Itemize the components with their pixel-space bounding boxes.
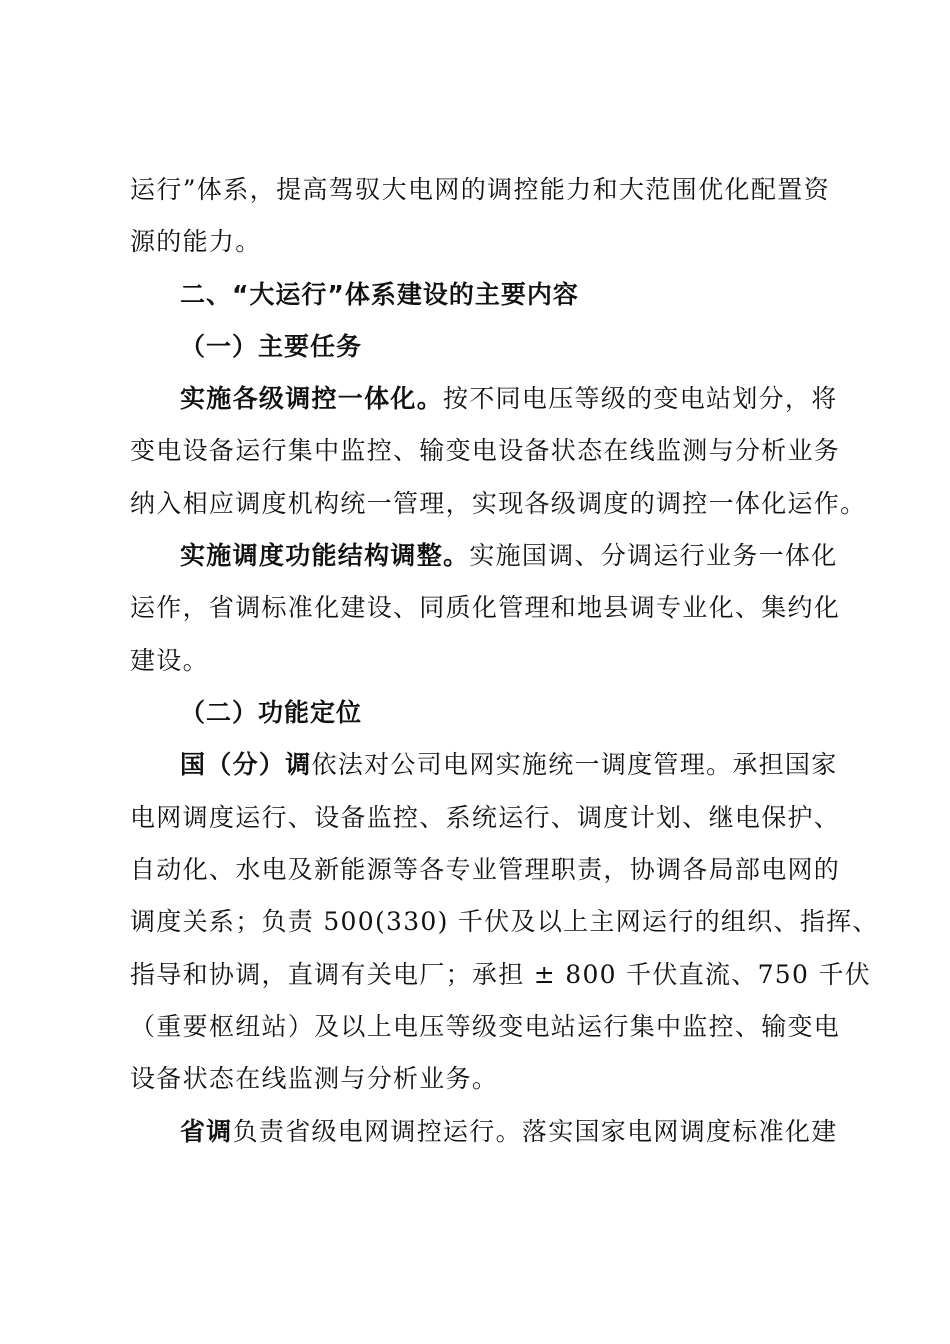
paragraph-text: 按不同电压等级的变电站划分，将 — [443, 384, 838, 413]
paragraph-line: 纳入相应调度机构统一管理，实现各级调度的调控一体化运作。 — [130, 489, 867, 518]
subsection-heading: （一）主要任务 — [180, 332, 363, 361]
paragraph-line — [180, 383, 838, 415]
bold-lead: 国（分）调 — [180, 750, 312, 779]
paragraph-line: 运行”体系，提高驾驭大电网的调控能力和大范围优化配置资 — [130, 175, 830, 204]
bold-lead: 实施各级调控一体化。 — [180, 384, 444, 413]
paragraph-line: 运作，省调标准化建设、同质化管理和地县调专业化、集约化 — [130, 593, 841, 622]
paragraph-line: （重要枢纽站）及以上电压等级变电站运行集中监控、输变电 — [130, 1012, 841, 1041]
paragraph-text: 依法对公司电网实施统一调度管理。承担国家 — [311, 750, 838, 779]
paragraph-line: 调度关系；负责 500(330) 千伏及以上主网运行的组织、指挥、 — [130, 907, 879, 936]
paragraph-text: 负责省级电网调控运行。落实国家电网调度标准化建 — [232, 1117, 838, 1146]
paragraph-line: 设备状态在线监测与分析业务。 — [130, 1064, 499, 1093]
bold-lead: 实施调度功能结构调整。 — [180, 541, 470, 570]
paragraph-line — [180, 749, 838, 781]
section-heading: 二、“大运行”体系建设的主要内容 — [180, 280, 579, 309]
paragraph-line: 源的能力。 — [130, 227, 262, 256]
bold-lead: 省调 — [180, 1117, 233, 1146]
paragraph-line: 建设。 — [130, 646, 209, 675]
paragraph-line: 指导和协调，直调有关电厂；承担 ± 800 千伏直流、750 千伏 — [130, 960, 872, 989]
subsection-heading: （二）功能定位 — [180, 698, 363, 727]
paragraph-line: 电网调度运行、设备监控、系统运行、调度计划、继电保护、 — [130, 803, 841, 832]
paragraph-line: 变电设备运行集中监控、输变电设备状态在线监测与分析业务 — [130, 436, 841, 465]
paragraph-text: 实施国调、分调运行业务一体化 — [469, 541, 838, 570]
paragraph-line — [180, 1116, 838, 1148]
paragraph-line — [180, 540, 838, 572]
paragraph-line: 自动化、水电及新能源等各专业管理职责，协调各局部电网的 — [130, 855, 841, 884]
